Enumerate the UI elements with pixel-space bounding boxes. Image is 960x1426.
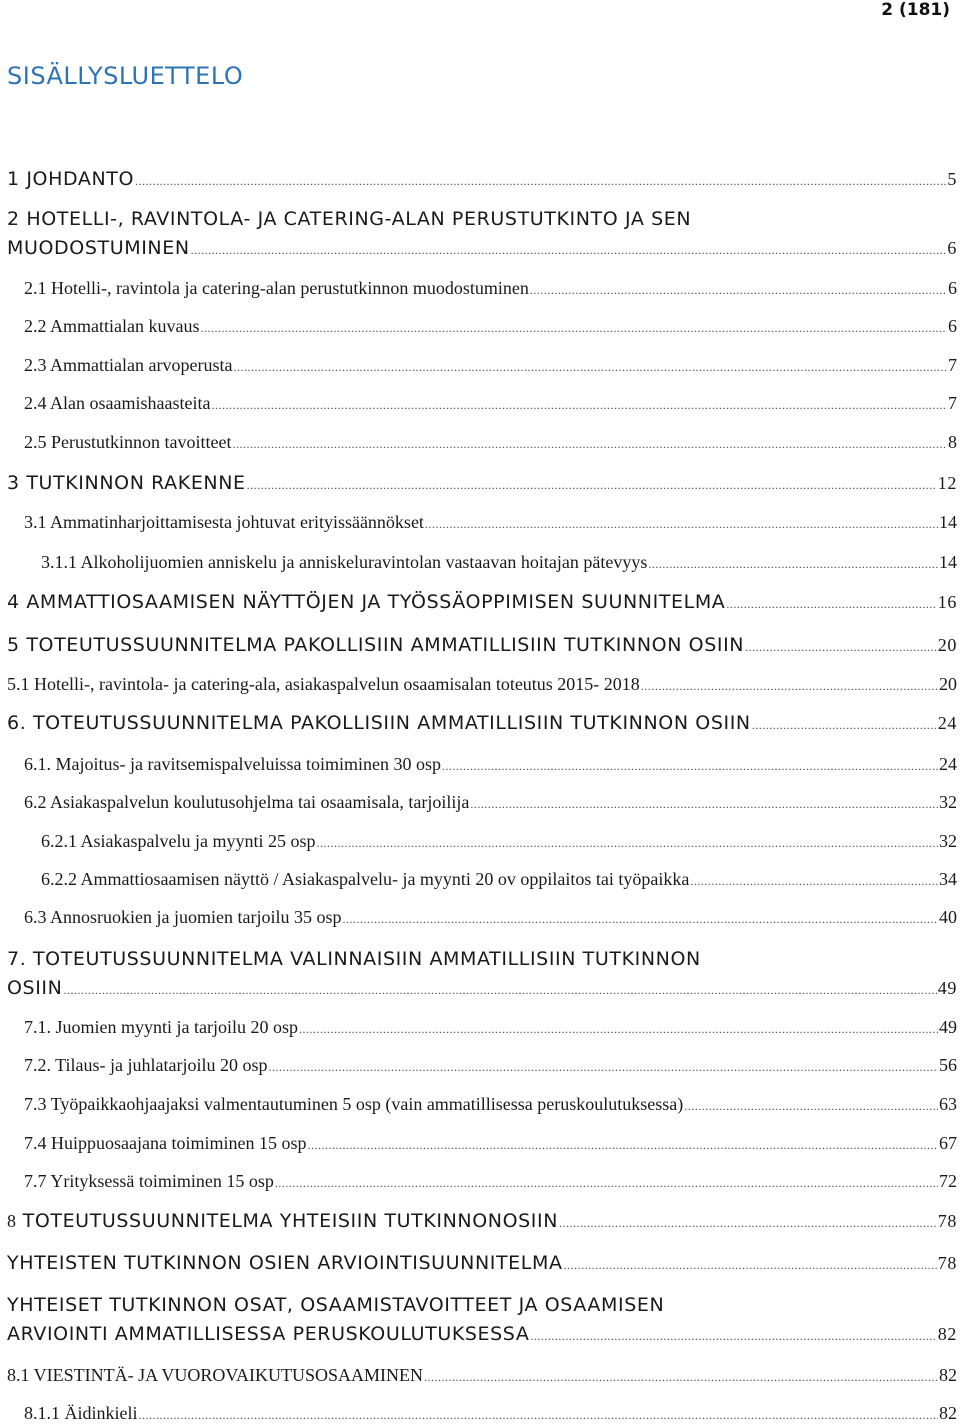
toc-entry-text: 1 JOHDANTO (7, 168, 135, 190)
toc-leader-dots (442, 759, 938, 774)
toc-entry-number: 8 (7, 1211, 17, 1231)
toc-entry-3-1-1[interactable] (41, 552, 957, 573)
toc-entry-text: 3.1 Ammatinharjoittamisesta johtuvat erityissäännökset (24, 512, 424, 532)
toc-entry-page: 6 (948, 316, 957, 336)
toc-leader-dots (641, 679, 938, 694)
toc-entry-2-4[interactable] (24, 393, 957, 414)
toc-entry-text: 7.7 Yrityksessä toimiminen 15 osp (24, 1171, 274, 1191)
toc-entry-page: 24 (939, 754, 957, 774)
toc-leader-dots (316, 836, 938, 851)
toc-leader-dots (63, 983, 936, 998)
toc-leader-dots (200, 321, 947, 336)
toc-entry-page: 5 (947, 169, 957, 189)
toc-leader-dots (139, 1408, 939, 1423)
toc-entry-text: 6.2.2 Ammattiosaamisen näyttö / Asiakaspalvelu- ja myynti 20 ov oppilaitos tai työpaikka (41, 869, 690, 889)
toc-entry-7-2[interactable] (24, 1055, 957, 1076)
toc-entry-text: 3 TUTKINNON RAKENNE (7, 472, 246, 494)
toc-entry-text: 2.5 Perustutkinnon tavoitteet (24, 432, 232, 452)
toc-entry-text: 2.4 Alan osaamishaasteita (24, 393, 211, 413)
toc-entry-page: 82 (939, 1365, 957, 1385)
toc-entry-6-2[interactable] (24, 792, 957, 813)
toc-entry-page: 8 (948, 432, 957, 452)
page-number-total: (181) (898, 0, 950, 20)
toc-entry-text: 6. TOTEUTUSSUUNNITELMA PAKOLLISIIN AMMATILLISIIN TUTKINNON OSIIN (7, 712, 751, 734)
toc-entry-text: YHTEISTEN TUTKINNON OSIEN ARVIOINTISUUNNITELMA (7, 1252, 563, 1274)
toc-entry-text: 2.1 Hotelli-, ravintola ja catering-alan perustutkinnon muodostuminen (24, 278, 529, 298)
toc-entry-2-2[interactable] (24, 316, 957, 337)
toc-title: SISÄLLYSLUETTELO (7, 62, 244, 90)
toc-leader-dots (191, 243, 947, 258)
toc-entry-page: 49 (939, 1017, 957, 1037)
toc-entry-text: 7.3 Työpaikkaohjaajaksi valmentautuminen 5 osp (vain ammatillisessa peruskoulutuksessa) (24, 1094, 684, 1114)
toc-entry-page: 24 (937, 713, 957, 733)
toc-entry-text: ARVIOINTI AMMATILLISESSA PERUSKOULUTUKSESSA (7, 1323, 530, 1345)
toc-leader-dots (425, 517, 938, 532)
page-number-current: 2 (881, 0, 894, 20)
toc-entry-page: 34 (939, 869, 957, 889)
toc-entry-6-2-1[interactable] (41, 831, 957, 852)
toc-entry-text: 4 AMMATTIOSAAMISEN NÄYTTÖJEN JA TYÖSSÄOPPIMISEN SUUNNITELMA (7, 591, 726, 613)
toc-entry-page: 20 (937, 635, 957, 655)
toc-leader-dots (424, 1370, 938, 1385)
toc-entry-7-3[interactable] (24, 1094, 957, 1115)
toc-entry-page: 82 (939, 1403, 957, 1423)
toc-entry-page: 63 (939, 1094, 957, 1114)
toc-entry-3-1[interactable] (24, 512, 957, 533)
toc-leader-dots (726, 597, 936, 612)
toc-leader-dots (530, 1329, 936, 1344)
toc-entry-page: 12 (937, 473, 957, 493)
toc-entry-text: TOTEUTUSSUUNNITELMA YHTEISIIN TUTKINNONOSIIN (22, 1210, 559, 1232)
toc-leader-dots (233, 360, 947, 375)
toc-entry-8[interactable] (7, 1210, 957, 1232)
toc-leader-dots (690, 874, 938, 889)
toc-entry-text: MUODOSTUMINEN (7, 237, 190, 259)
toc-entry-page: 14 (939, 512, 957, 532)
toc-entry-2-5[interactable] (24, 432, 957, 453)
toc-entry-8-1-1[interactable] (24, 1403, 957, 1424)
toc-entry-text: 5 TOTEUTUSSUUNNITELMA PAKOLLISIIN AMMATILLISIIN TUTKINNON OSIIN (7, 634, 745, 656)
toc-entry-text: 6.1. Majoitus- ja ravitsemispalveluissa toimiminen 30 osp (24, 754, 441, 774)
toc-entry-page: 7 (948, 355, 957, 375)
toc-entry-page: 6 (947, 238, 957, 258)
toc-entry-text: 2.3 Ammattialan arvoperusta (24, 355, 233, 375)
toc-leader-dots (232, 437, 947, 452)
toc-entry-text: 6.2 Asiakaspalvelun koulutusohjelma tai osaamisala, tarjoilija (24, 792, 470, 812)
toc-entry-yhteiset[interactable] (7, 1323, 957, 1345)
toc-entry-line1[interactable]: YHTEISET TUTKINNON OSAT, OSAAMISTAVOITTEET JA OSAAMISEN (7, 1294, 665, 1316)
toc-leader-dots (684, 1099, 938, 1114)
toc-entry-2-3[interactable] (24, 355, 957, 376)
toc-entry-muodostuminen[interactable] (7, 237, 957, 259)
toc-leader-dots (752, 718, 937, 733)
toc-entry-5[interactable] (7, 634, 957, 656)
toc-leader-dots (559, 1216, 937, 1231)
toc-entry-page: 78 (937, 1253, 957, 1273)
toc-entry-6-3[interactable] (24, 907, 957, 928)
toc-leader-dots (275, 1176, 938, 1191)
toc-entry-7[interactable] (7, 977, 957, 999)
toc-entry-6-1[interactable] (24, 754, 957, 775)
toc-entry-8-1[interactable] (7, 1365, 957, 1386)
toc-entry-page: 20 (939, 674, 957, 694)
toc-entry-page: 78 (937, 1211, 957, 1231)
toc-entry-text: 7.1. Juomien myynti ja tarjoilu 20 osp (24, 1017, 298, 1037)
toc-entry-yhteisten[interactable] (7, 1252, 957, 1274)
toc-leader-dots (307, 1138, 938, 1153)
toc-entry-3[interactable] (7, 472, 957, 494)
toc-leader-dots (269, 1060, 938, 1075)
toc-leader-dots (470, 797, 938, 812)
toc-entry-text: 6.3 Annosruokien ja juomien tarjoilu 35 osp (24, 907, 342, 927)
toc-entry-page: 49 (937, 978, 957, 998)
toc-entry-text: 7.4 Huippuosaajana toimiminen 15 osp (24, 1133, 307, 1153)
toc-entry-7-7[interactable] (24, 1171, 957, 1192)
toc-leader-dots (135, 174, 946, 189)
toc-entry-text: 8.1 VIESTINTÄ- JA VUOROVAIKUTUSOSAAMINEN (7, 1365, 424, 1385)
toc-entry-5-1[interactable] (7, 674, 957, 695)
toc-leader-dots (342, 912, 938, 927)
toc-entry-text: 6.2.1 Asiakaspalvelu ja myynti 25 osp (41, 831, 316, 851)
toc-leader-dots (247, 478, 937, 493)
toc-entry-text: 2.2 Ammattialan kuvaus (24, 316, 200, 336)
toc-entry-page: 72 (939, 1171, 957, 1191)
toc-entry-page: 14 (939, 552, 957, 572)
toc-entry-page: 40 (939, 907, 957, 927)
toc-leader-dots (648, 557, 938, 572)
toc-entry-4[interactable] (7, 591, 957, 613)
toc-leader-dots (745, 640, 937, 655)
toc-entry-text: 3.1.1 Alkoholijuomien anniskelu ja anniskeluravintolan vastaavan hoitajan pätevyys (41, 552, 648, 572)
toc-entry-6[interactable] (7, 712, 957, 734)
toc-entry-page: 32 (939, 792, 957, 812)
toc-entry-page: 6 (948, 278, 957, 298)
toc-entry-page: 32 (939, 831, 957, 851)
toc-entry-page: 7 (948, 393, 957, 413)
toc-leader-dots (564, 1258, 937, 1273)
toc-entry-7-1[interactable] (24, 1017, 957, 1038)
toc-entry-text: 8.1.1 Äidinkieli (24, 1403, 138, 1423)
toc-entry-text: 7.2. Tilaus- ja juhlatarjoilu 20 osp (24, 1055, 268, 1075)
toc-entry-6-2-2[interactable] (41, 869, 957, 890)
toc-entry-johdanto[interactable] (7, 168, 957, 190)
toc-leader-dots (211, 398, 947, 413)
toc-entry-2-1[interactable] (24, 278, 957, 299)
toc-entry-page: 56 (939, 1055, 957, 1075)
toc-entry-page: 82 (937, 1324, 957, 1344)
toc-entry-text: OSIIN (7, 977, 63, 999)
toc-entry-line1[interactable]: 7. TOTEUTUSSUUNNITELMA VALINNAISIIN AMMATILLISIIN TUTKINNON (7, 948, 701, 970)
toc-leader-dots (299, 1022, 938, 1037)
toc-entry-7-4[interactable] (24, 1133, 957, 1154)
toc-leader-dots (530, 283, 947, 298)
toc-entry-page: 16 (937, 592, 957, 612)
toc-entry-line1[interactable]: 2 HOTELLI-, RAVINTOLA- JA CATERING-ALAN PERUSTUTKINTO JA SEN (7, 208, 692, 230)
toc-entry-page: 67 (939, 1133, 957, 1153)
toc-entry-text: 5.1 Hotelli-, ravintola- ja catering-ala, asiakaspalvelun osaamisalan toteutus 2015- 2018 (7, 674, 640, 694)
